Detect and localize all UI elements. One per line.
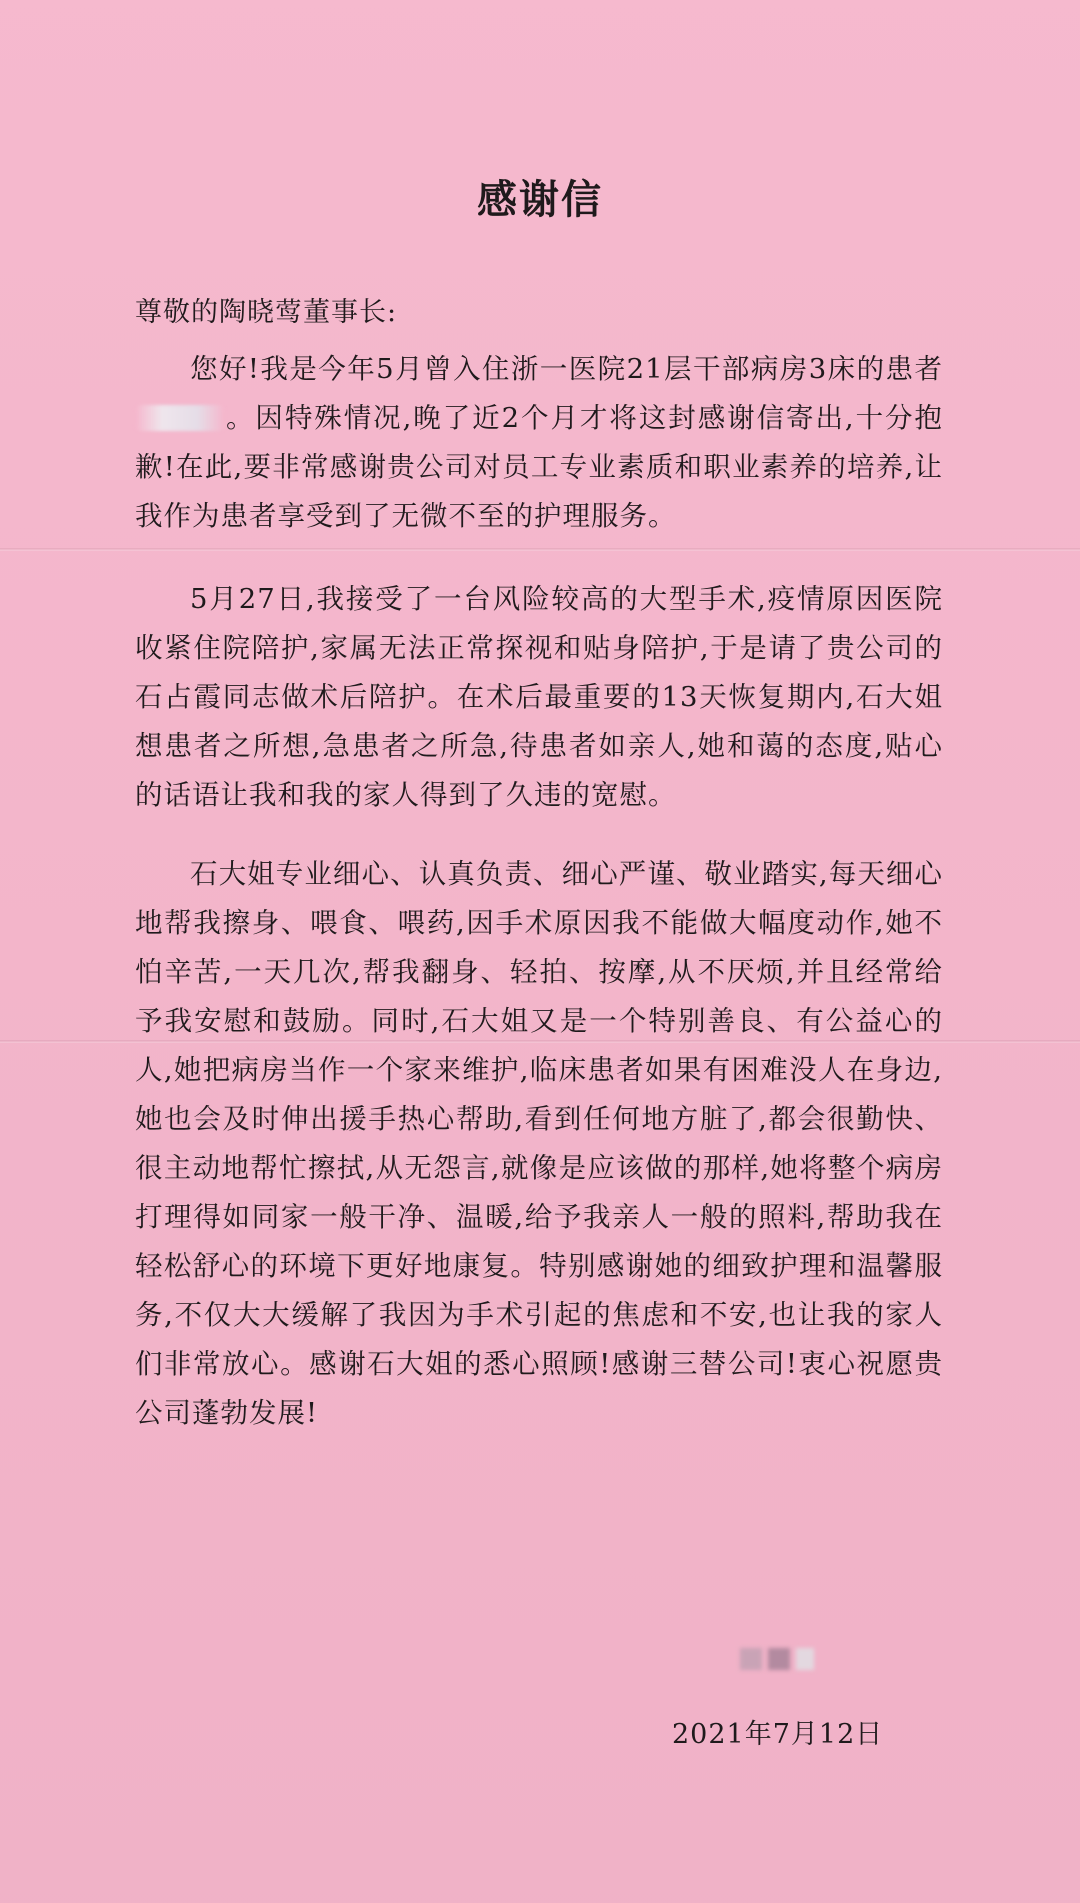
redacted-signature-mosaic	[740, 1645, 826, 1673]
paragraph-1	[135, 345, 943, 541]
letter-date: 2021年7月12日	[672, 1719, 884, 1750]
paper-fold-line	[0, 548, 1080, 551]
letter-title: 感谢信	[477, 177, 603, 223]
paragraph-3: 石大姐专业细心、认真负责、细心严谨、敬业踏实,每天细心地帮我擦身、喂食、喂药,因手术原因我不能做大幅度动作,她不怕辛苦,一天几次,帮我翻身、轻拍、按摩,从不厌烦,并且经常给予我安慰和鼓励。同时,石大姐又是一个特别善良、有公益心的人,她把病房当作一个家来维护,临床患者如果有困难没人在身边,她也会及时伸出援手热心帮助,看到任何地方脏了,都会很勤快、很主动地帮忙擦拭,从无怨言,就像是应该做的那样,她将整个病房打理得如同家一般干净、温暖,给予我亲人一般的照料,帮助我在轻松舒心的环境下更好地康复。特别感谢她的细致护理和温馨服务,不仅大大缓解了我因为手术引起的焦虑和不安,也让我的家人们非常放心。感谢石大姐的悉心照顾!感谢三替公司!衷心祝愿贵公司蓬勃发展!	[135, 858, 943, 1429]
mosaic-block	[740, 1648, 762, 1670]
redacted-name-blur	[135, 405, 225, 431]
letter-salutation: 尊敬的陶晓莺董事长:	[135, 297, 398, 328]
paragraph-2: 5月27日,我接受了一台风险较高的大型手术,疫情原因医院收紧住院陪护,家属无法正常探视和贴身陪护,于是请了贵公司的石占霞同志做术后陪护。在术后最重要的13天恢复期内,石大姐想患者之所想,急患者之所急,待患者如亲人,她和蔼的态度,贴心的话语让我和我的家人得到了久违的宽慰。	[135, 583, 943, 811]
mosaic-block	[796, 1648, 814, 1670]
paragraph-1-body: 。因特殊情况,晚了近2个月才将这封感谢信寄出,十分抱歉!在此,要非常感谢贵公司对员工专业素质和职业素养的培养,让我作为患者享受到了无微不至的护理服务。	[135, 402, 943, 532]
mosaic-block	[768, 1648, 790, 1670]
paragraph-1-opening: 您好!我是今年5月曾入住浙一医院21层干部病房3床的患者	[190, 353, 943, 385]
